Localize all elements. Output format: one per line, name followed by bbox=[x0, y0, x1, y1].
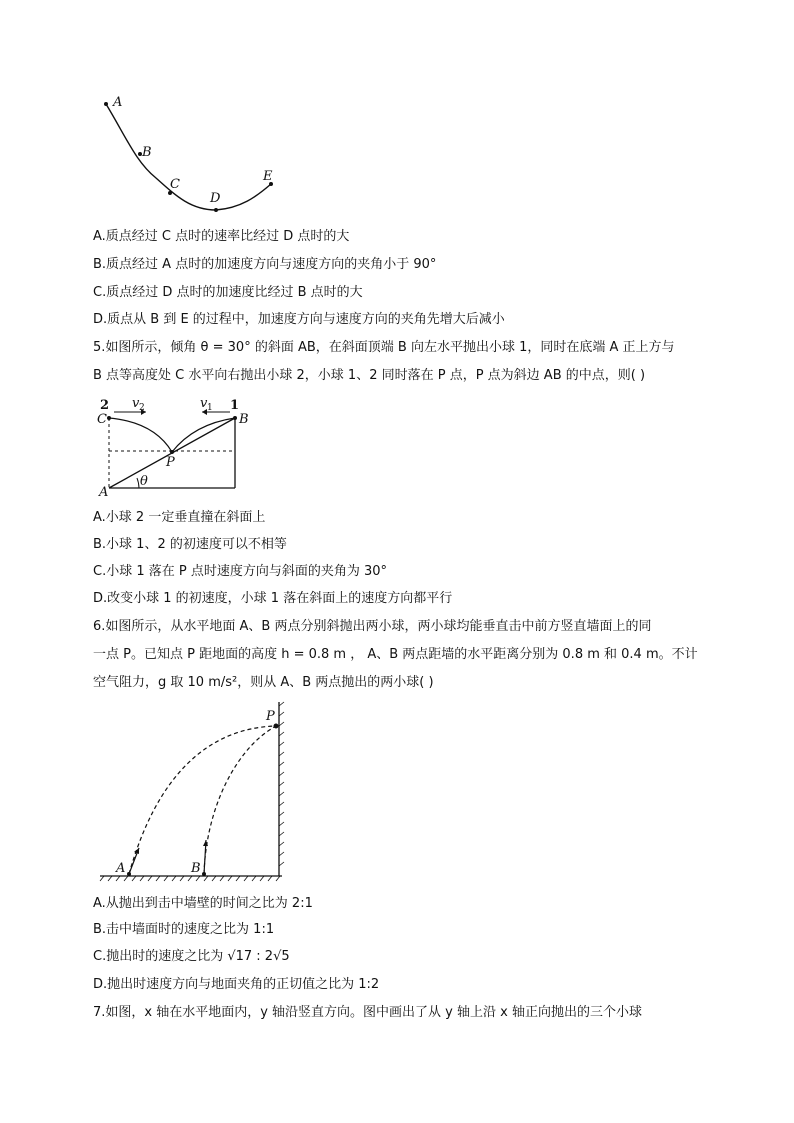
v1-subscript: 1 bbox=[207, 403, 213, 413]
v1-label: v bbox=[200, 396, 208, 411]
q6-stem-line-1: 6.如图所示，从水平地面 A、B 两点分别斜抛出两小球，两小球均能垂直击中前方竖直墙面上的同 bbox=[93, 619, 652, 634]
point-label-c: C bbox=[97, 412, 107, 427]
point-label-a: A bbox=[113, 95, 123, 110]
q7-stem-line-1: 7.如图，x 轴在水平地面内，y 轴沿竖直方向。图中画出了从 y 轴上沿 x 轴正向抛出的三个小球 bbox=[93, 1005, 642, 1020]
q5-option-c: C.小球 1 落在 P 点时速度方向与斜面的夹角为 30° bbox=[93, 564, 388, 579]
point-label-b: B bbox=[191, 861, 201, 876]
v2-subscript: 2 bbox=[139, 403, 145, 413]
q5-stem-line-2: B 点等高度处 C 水平向右抛出小球 2，小球 1、2 同时落在 P 点，P 点为斜边 AB 的中点，则( ) bbox=[93, 368, 646, 383]
point-label-p: P bbox=[266, 709, 275, 724]
q4-option-b: B.质点经过 A 点时的加速度方向与速度方向的夹角小于 90° bbox=[93, 257, 437, 272]
point-label-a: A bbox=[116, 861, 126, 876]
q6-option-d: D.抛出时速度方向与地面夹角的正切值之比为 1:2 bbox=[93, 977, 380, 992]
incline-figure bbox=[94, 392, 254, 502]
point-label-c: C bbox=[170, 177, 180, 192]
q6-stem-line-3: 空气阻力，g 取 10 m/s²，则从 A、B 两点抛出的两小球( ) bbox=[93, 675, 434, 690]
v2-label: v bbox=[132, 396, 140, 411]
q6-option-a: A.从抛出到击中墙壁的时间之比为 2:1 bbox=[93, 896, 313, 911]
wall-throw-figure bbox=[96, 698, 296, 883]
theta-label: θ bbox=[140, 474, 148, 489]
point-label-b: B bbox=[142, 145, 152, 160]
ball-2-label: 2 bbox=[100, 398, 110, 413]
q5-stem-line-1: 5.如图所示，倾角 θ = 30° 的斜面 AB，在斜面顶端 B 向左水平抛出小球 1，同时在底端 A 正上方与 bbox=[93, 340, 675, 355]
q6-option-c: C.抛出时的速度之比为 √17 : 2√5 bbox=[93, 949, 290, 964]
q5-option-d: D.改变小球 1 的初速度，小球 1 落在斜面上的速度方向都平行 bbox=[93, 591, 453, 606]
point-label-d: D bbox=[210, 191, 221, 206]
q6-option-b: B.击中墙面时的速度之比为 1:1 bbox=[93, 922, 275, 937]
q4-option-c: C.质点经过 D 点时的加速度比经过 B 点时的大 bbox=[93, 285, 363, 300]
point-label-e: E bbox=[263, 169, 273, 184]
trajectory-figure bbox=[96, 92, 286, 220]
point-label-b: B bbox=[239, 412, 249, 427]
q4-option-a: A.质点经过 C 点时的速率比经过 D 点时的大 bbox=[93, 229, 350, 244]
q6-stem-line-2: 一点 P。已知点 P 距地面的高度 h = 0.8 m ， A、B 两点距墙的水平距离分别为 0.8 m 和 0.4 m。不计 bbox=[93, 647, 698, 662]
trajectory-curve bbox=[106, 104, 271, 210]
q4-option-d: D.质点从 B 到 E 的过程中，加速度方向与速度方向的夹角先增大后减小 bbox=[93, 312, 505, 327]
point-label-a: A bbox=[99, 485, 109, 500]
q5-option-a: A.小球 2 一定垂直撞在斜面上 bbox=[93, 510, 266, 525]
point-label-p: P bbox=[166, 455, 175, 470]
ball-1-label: 1 bbox=[230, 398, 240, 413]
q5-option-b: B.小球 1、2 的初速度可以不相等 bbox=[93, 537, 287, 552]
